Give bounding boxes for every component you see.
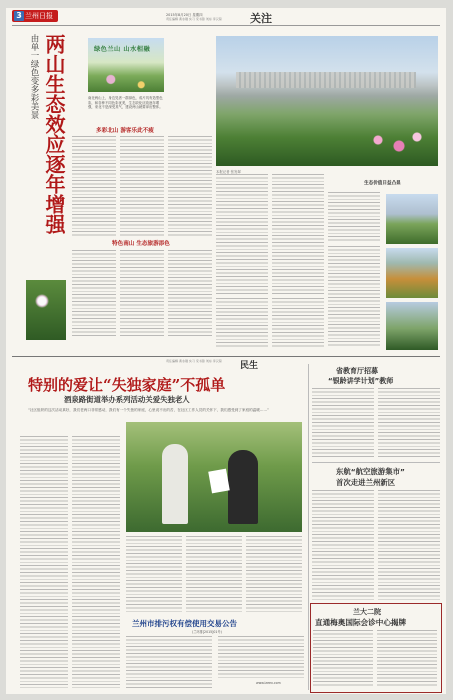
feature-lead: 南北两山上，身边见者一群绿色，成片具有造型色彩，和各种不同色彩优美，生态收化应改逐年增强，来北不是深受其气，建设两山就要拿出整体。: [88, 96, 163, 110]
lower-headline: 特别的爱让“失独家庭”不孤单: [28, 376, 226, 394]
body-column: [216, 174, 268, 294]
masthead-date: 2015年8月20日 星期四: [166, 13, 203, 17]
cosmos-flowers: [366, 128, 426, 158]
body-column: [168, 250, 212, 338]
photo-caption: 生态价值日益凸显: [364, 181, 401, 186]
highlighted-story[interactable]: [310, 603, 442, 693]
story-3-title: 兰大二院: [353, 608, 381, 616]
body-column: [72, 250, 116, 338]
body-column: [168, 136, 212, 236]
section-name: 关注: [250, 12, 272, 25]
body-column: [72, 136, 116, 236]
newspaper-page: [6, 8, 446, 694]
story-2-title: 东航“航空旅游集市”: [336, 467, 405, 476]
feature-subhead: 由单一绿色变多彩美景: [29, 34, 39, 119]
body-column: [378, 490, 440, 600]
lower-intro: “社区组织的这次活动真好，我们老两口非常感动，我们有一个失独的家庭，心里说不出的苦，在社区工作人员的关怀下，我们感受到了家庭的温暖……”: [28, 408, 269, 412]
body-column: [126, 536, 182, 614]
column-divider: [308, 364, 309, 690]
body-column: [312, 490, 374, 600]
page-number: 3: [14, 11, 24, 21]
masthead: [6, 8, 446, 24]
masthead-rule: [12, 25, 440, 26]
body-column: [120, 250, 164, 338]
city-skyline: [236, 72, 416, 88]
notice-title: 兰州市排污权有偿使用交易公告: [132, 619, 237, 628]
body-column: [216, 298, 268, 348]
body-column: [313, 630, 373, 688]
sub-title-north: 多彩北山 游客乐此不疲: [96, 128, 154, 134]
body-column: [328, 192, 380, 242]
notice-block: [126, 618, 306, 690]
elderly-photo: [126, 422, 302, 532]
flower-photo: [26, 280, 66, 340]
body-column: [72, 436, 120, 688]
lower-subhead: 酒泉路街道举办系列活动关爱失独老人: [64, 395, 190, 404]
body-column: [378, 388, 440, 458]
body-column: [328, 246, 380, 346]
story-3-subtitle: 直通梅奥国际会诊中心揭牌: [315, 618, 407, 627]
story-2-subtitle: 首次走进兰州新区: [336, 478, 396, 487]
body-column: [186, 536, 242, 614]
story-1-subtitle: “银龄讲学计划”教师: [328, 377, 394, 385]
body-column: [312, 388, 374, 458]
landscape-photo: [386, 194, 438, 244]
inset-flowers: [88, 74, 164, 92]
inset-sign-text: 绿色兰山 山水相融: [94, 46, 151, 53]
panorama-photo: [216, 36, 438, 166]
story-rule: [312, 462, 440, 463]
story-1-title: 省教育厅招募: [336, 367, 378, 375]
card-prop: [208, 469, 230, 494]
paper-name: 兰州日报: [25, 12, 53, 20]
person-figure: [162, 444, 188, 524]
body-column: [246, 536, 302, 614]
body-column: [377, 630, 437, 688]
masthead-editors: 责任编辑 黄永刚 实习 宋书锋 刘东 李汉菊: [166, 17, 222, 21]
notice-code: (兰环排[2015]01号): [192, 630, 222, 634]
sub-title-south: 特色南山 生态旅游添色: [112, 241, 170, 247]
landscape-photo: [386, 248, 438, 298]
lower-section-name: 民生: [240, 361, 259, 371]
lower-editors: 责任编辑 黄永刚 实习 宋书锋 刘东 李汉菊: [166, 359, 222, 363]
notice-column: [218, 636, 304, 680]
feature-headline: 两山生态效应逐年增强: [42, 34, 66, 234]
notice-website: www.lzeex.com: [256, 681, 281, 685]
body-column: [120, 136, 164, 236]
feature-headline-block: [26, 34, 66, 274]
paper-flag: [12, 10, 58, 22]
person-figure: [228, 450, 258, 524]
notice-column: [126, 636, 212, 688]
body-column: [272, 298, 324, 348]
photo-credit: 本报记者 张发翠: [216, 170, 241, 174]
inset-photo: [88, 38, 164, 92]
landscape-photo: [386, 302, 438, 350]
body-column: [20, 436, 68, 688]
body-column: [272, 174, 324, 294]
section-rule: [12, 356, 440, 357]
